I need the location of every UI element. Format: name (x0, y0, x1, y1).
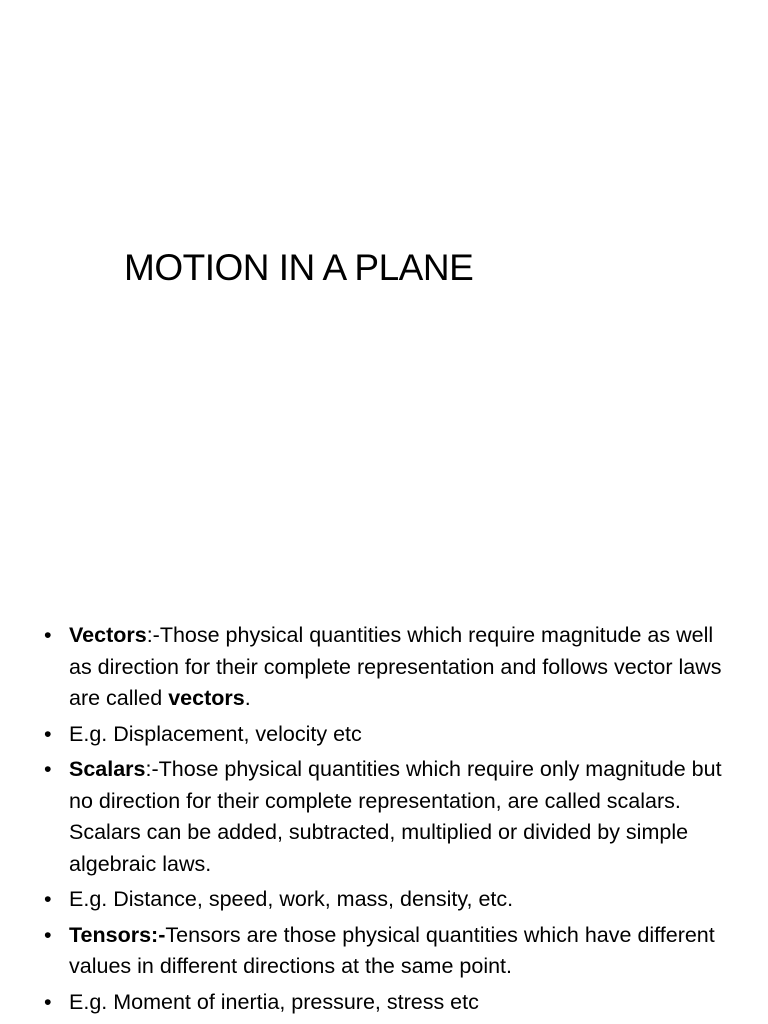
list-item-tensors (44, 920, 734, 983)
vectors-definition: :-Those physical quantities which require magnitude as well as direction for their complete representation and follows vector laws are called (69, 623, 722, 710)
bullet-icon: • (44, 989, 52, 1014)
bullet-list (44, 620, 734, 1022)
tensor-examples-text: E.g. Moment of inertia, pressure, stress etc (69, 989, 479, 1014)
bullet-icon: • (44, 887, 52, 911)
bullet-icon: • (44, 757, 52, 781)
bullet-icon: • (44, 922, 52, 947)
term-scalars: Scalars (69, 757, 146, 781)
vectors-period: . (244, 686, 251, 710)
list-item-tensor-examples (44, 987, 734, 1019)
vector-examples-text: E.g. Displacement, velocity etc (69, 721, 362, 746)
scalar-examples-text: E.g. Distance, speed, work, mass, density, etc. (69, 887, 514, 911)
list-item-vector-examples (44, 719, 734, 751)
vectors-emphasis: vectors (168, 686, 245, 710)
list-item-scalars (44, 754, 734, 880)
bullet-icon: • (44, 721, 52, 746)
bullet-icon: • (44, 623, 52, 647)
scalars-definition: :-Those physical quantities which require only magnitude but no direction for their complete representation, are called scalars. Scalars can be added, subtracted, multiplied or divided by simple algebraic laws. (69, 757, 722, 876)
slide-title: MOTION IN A PLANE (124, 247, 474, 288)
list-item-scalar-examples (44, 884, 734, 916)
term-vectors: Vectors (69, 623, 147, 647)
tensors-definition: Tensors are those physical quantities which have different values in different directions at the same point. (69, 922, 715, 978)
list-item-vectors (44, 620, 734, 715)
term-tensors: Tensors:- (69, 922, 166, 947)
